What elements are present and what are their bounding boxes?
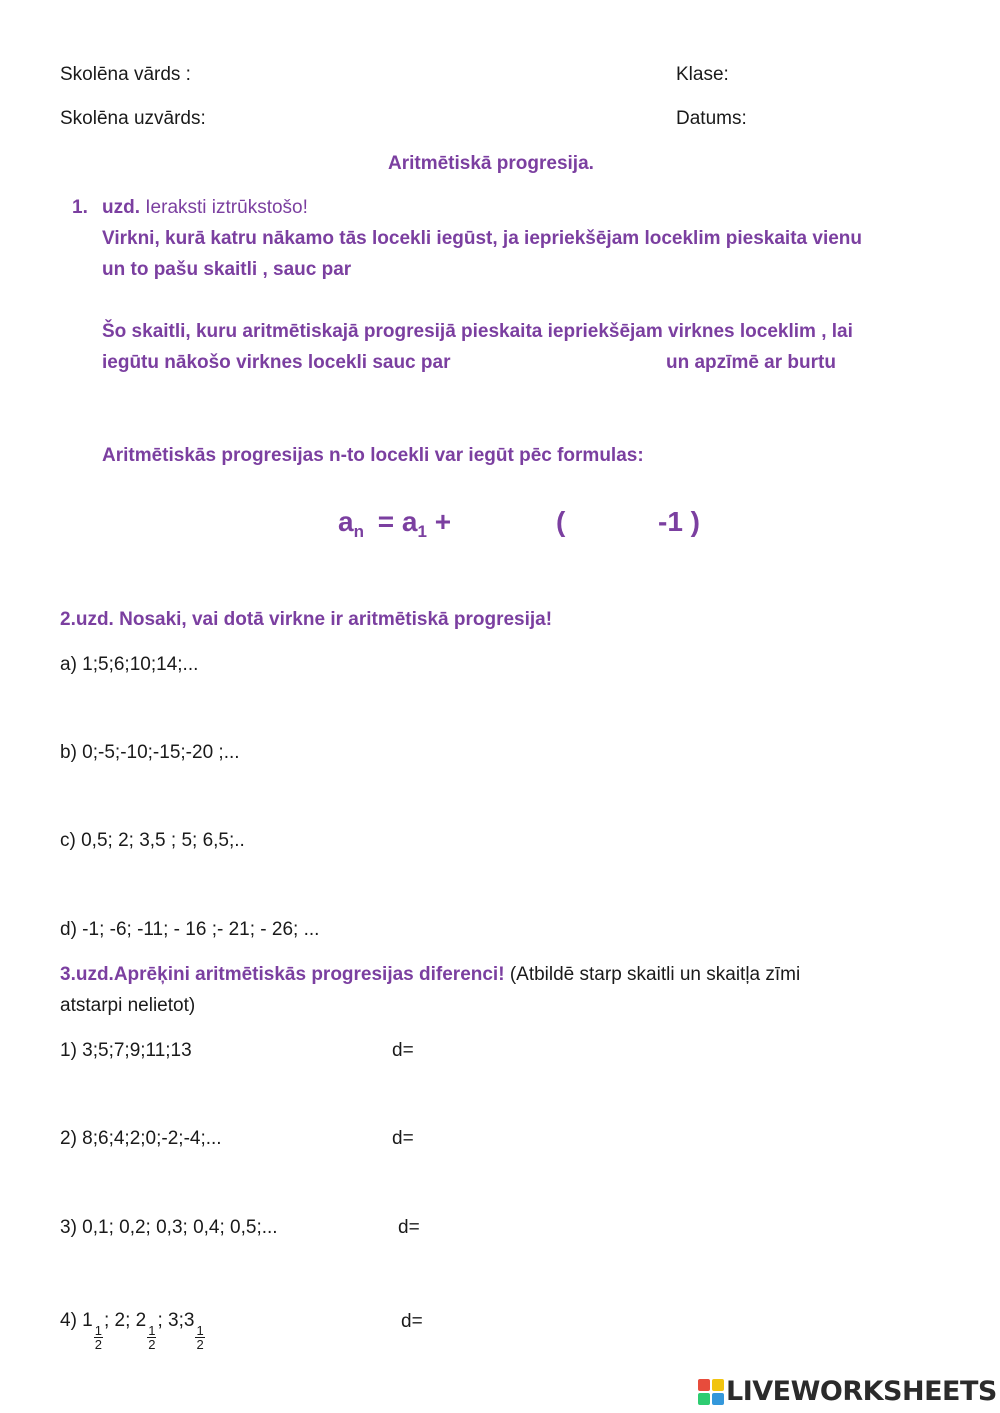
task1-number: 1. (72, 197, 88, 218)
formula-minus-one: -1 ) (658, 506, 700, 537)
item4-part2: ; 2; 2 (103, 1310, 147, 1331)
date-label: Datums: (676, 108, 747, 129)
task3-d-label-3: d= (398, 1217, 420, 1238)
logo-square (698, 1393, 710, 1405)
fraction-half: $\frac{1}{2}$ (148, 1323, 156, 1352)
task3-title: 3.uzd.Aprēķini aritmētiskās progresijas diferenci! (60, 964, 505, 985)
formula-eq: = a (377, 506, 418, 537)
liveworksheets-logo (698, 1376, 997, 1407)
task1-line1: Virkni, kurā katru nākamo tās locekli iegūst, ja iepriekšējam loceklim pieskaita vienu (102, 228, 862, 249)
formula-plus: + (434, 506, 452, 537)
task3-item-1: 1) 3;5;7;9;11;13 (60, 1040, 192, 1061)
logo-mark-icon (698, 1379, 724, 1405)
task1-line4b: un apzīmē ar burtu (666, 352, 836, 373)
task2-item-b: b) 0;-5;-10;-15;-20 ;... (60, 742, 240, 763)
student-name-label: Skolēna vārds : (60, 64, 191, 85)
task1-label: uzd. (102, 197, 140, 218)
formula-a: a (338, 506, 354, 537)
task3-item-4 (60, 1310, 206, 1351)
logo-square (712, 1379, 724, 1391)
logo-text: LIVEWORKSHEETS (726, 1376, 997, 1407)
task1-header (102, 197, 308, 219)
formula-left (338, 506, 451, 542)
task3-d-label-4: d= (401, 1311, 423, 1332)
task2-item-c: c) 0,5; 2; 3,5 ; 5; 6,5;.. (60, 830, 245, 851)
fraction-half: $\frac{1}{2}$ (94, 1323, 102, 1352)
task3-d-label-1: d= (392, 1040, 414, 1061)
task3-item-3: 3) 0,1; 0,2; 0,3; 0,4; 0,5;... (60, 1217, 278, 1238)
task2-title: 2.uzd. Nosaki, vai dotā virkne ir aritmētiskā progresija! (60, 609, 553, 630)
task3-note-b: atstarpi nelietot) (60, 995, 196, 1016)
student-surname-label: Skolēna uzvārds: (60, 108, 206, 129)
task2-item-a: a) 1;5;6;10;14;... (60, 654, 199, 675)
class-label: Klase: (676, 64, 729, 85)
task1-line3: Šo skaitli, kuru aritmētiskajā progresijā pieskaita iepriekšējam virknes loceklim , lai (102, 321, 853, 342)
task1-line2: un to pašu skaitli , sauc par (102, 259, 352, 280)
task3-item-2: 2) 8;6;4;2;0;-2;-4;... (60, 1128, 222, 1149)
logo-square (712, 1393, 724, 1405)
formula-sub-1: 1 (417, 522, 427, 541)
page-title: Aritmētiskā progresija. (388, 153, 594, 174)
formula-sub-n: n (353, 522, 364, 541)
task1-line4a: iegūtu nākošo virknes locekli sauc par (102, 352, 451, 373)
fraction-half: $\frac{1}{2}$ (196, 1323, 204, 1352)
item4-part3: ; 3;3 (157, 1310, 195, 1331)
formula-label: Aritmētiskās progresijas n-to locekli var iegūt pēc formulas: (102, 445, 644, 466)
task3-note-a: (Atbildē starp skaitli un skaitļa zīmi (509, 964, 801, 985)
formula-open-paren: ( (556, 506, 566, 537)
item4-prefix: 4) 1 (60, 1310, 93, 1331)
task2-item-d: d) -1; -6; -11; - 16 ;- 21; - 26; ... (60, 919, 320, 940)
task3-header (60, 964, 800, 986)
logo-square (698, 1379, 710, 1391)
task1-instruction: Ieraksti iztrūkstošo! (145, 197, 308, 218)
task3-d-label-2: d= (392, 1128, 414, 1149)
